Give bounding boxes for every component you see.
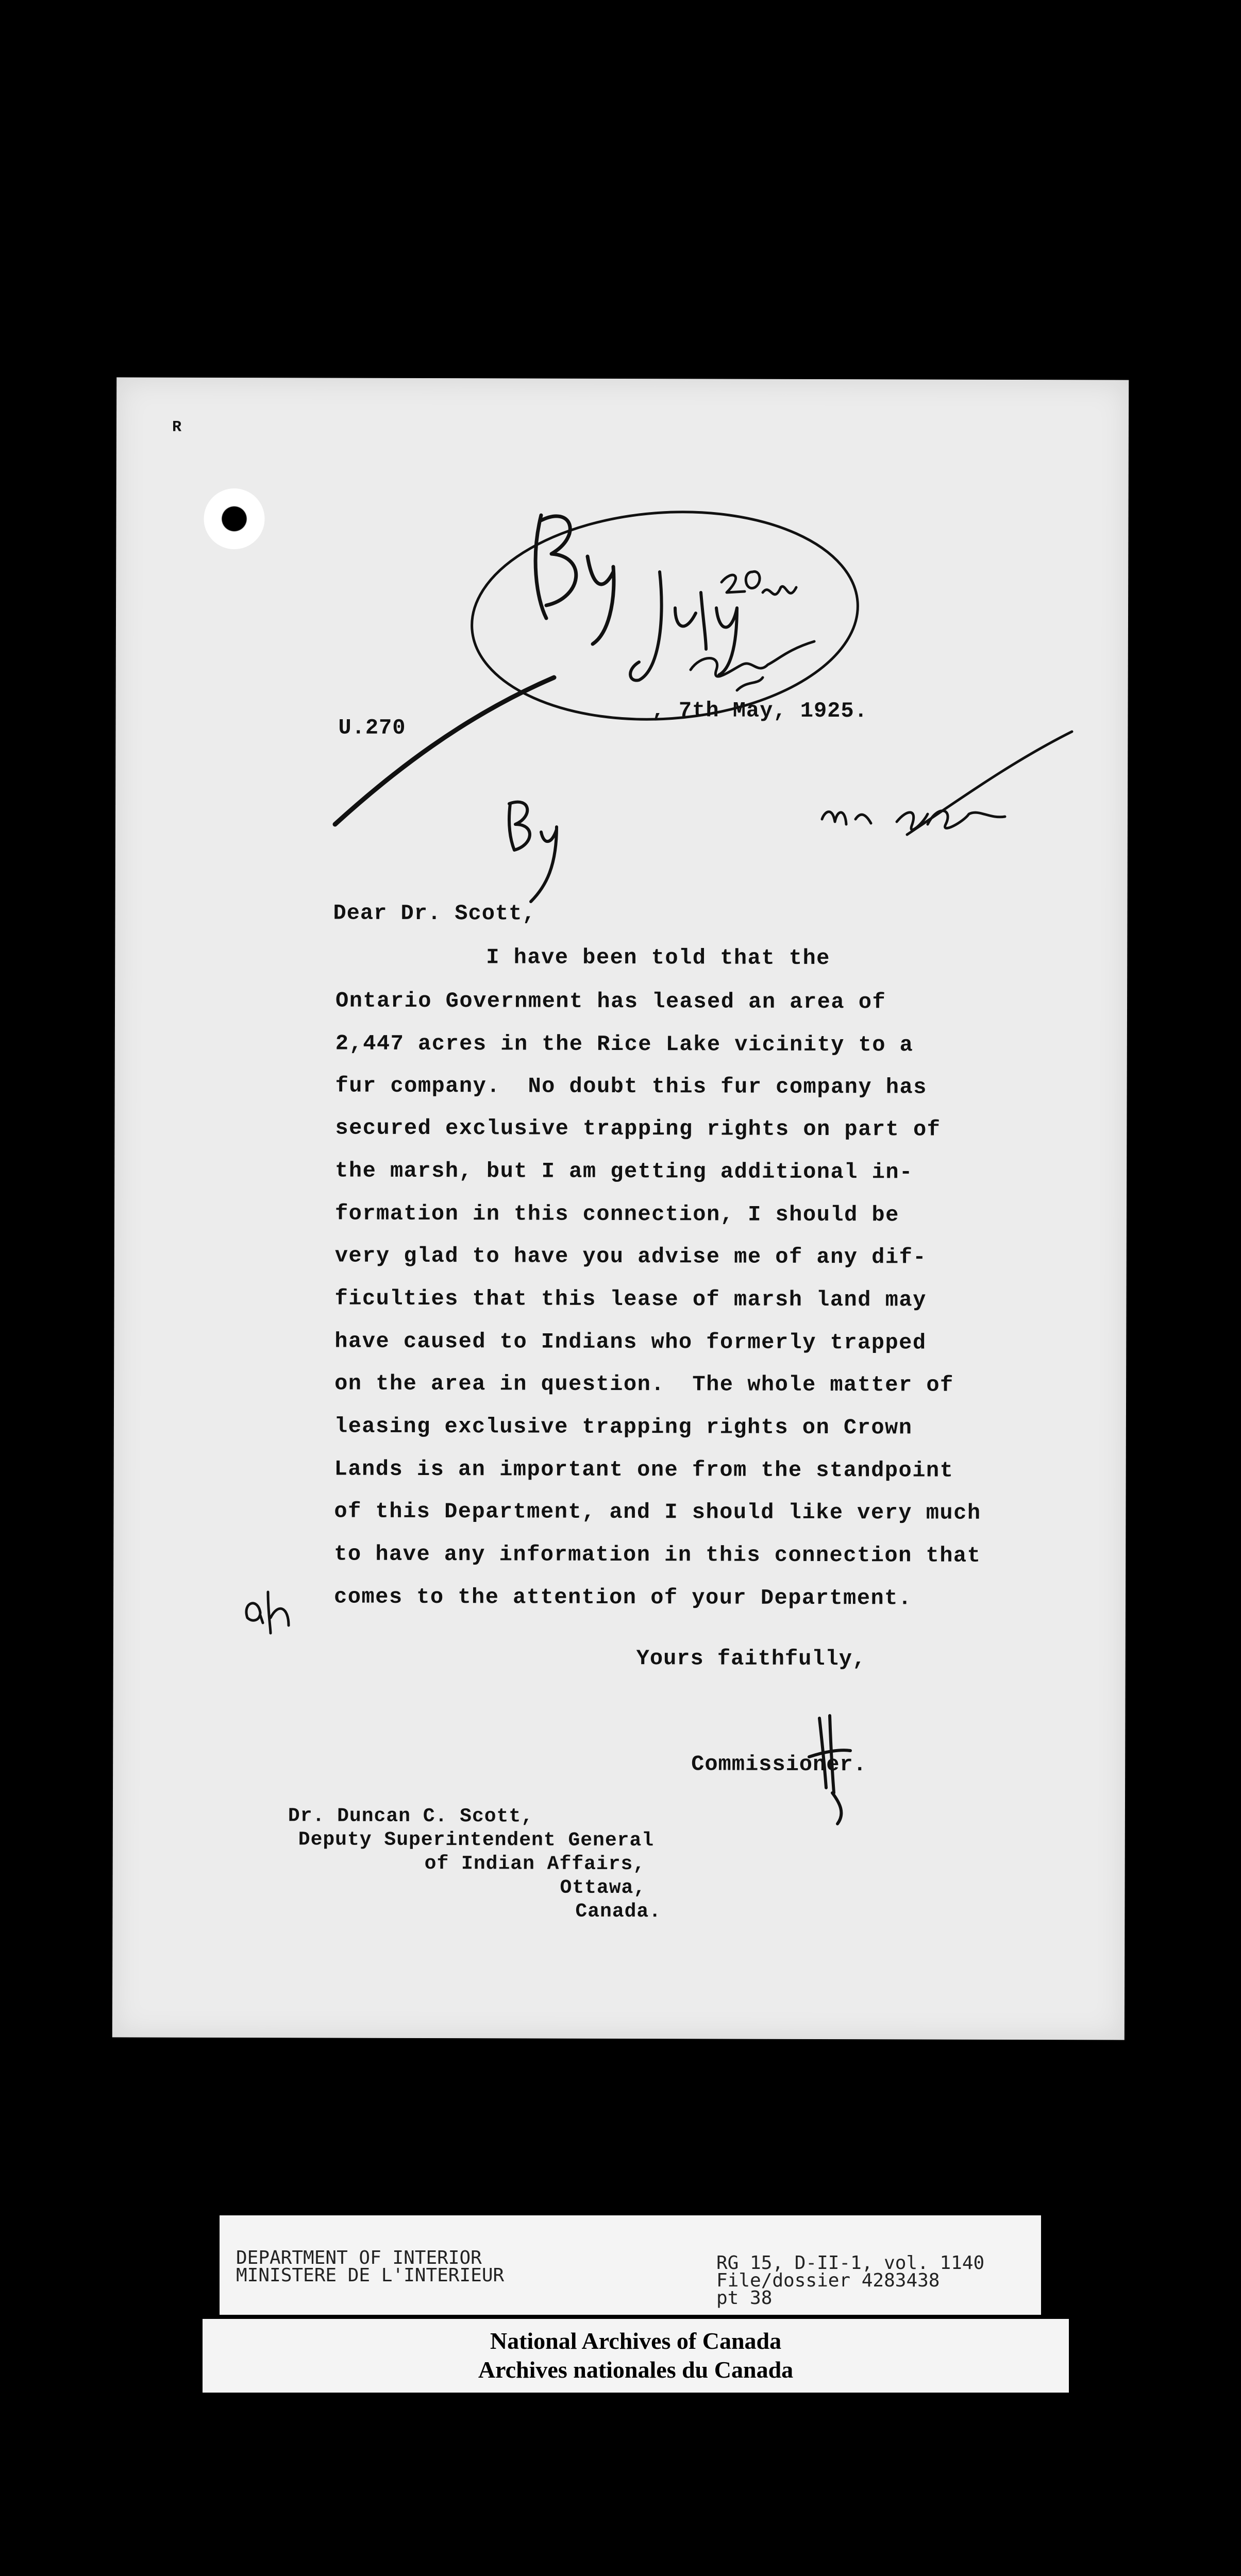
corner-mark: R — [172, 418, 182, 436]
handwritten-july — [630, 572, 737, 681]
body-line: fur company. No doubt this fur company has — [335, 1073, 927, 1100]
body-line: leasing exclusive trapping rights on Crown — [334, 1414, 913, 1440]
address-line: Canada. — [575, 1900, 662, 1923]
handwritten-right-note — [822, 732, 1072, 835]
body-line: Ontario Government has leased an area of — [335, 988, 886, 1015]
body-line: 2,447 acres in the Rice Lake vicinity to a — [335, 1031, 914, 1058]
body-line: I have been told that the — [486, 945, 830, 971]
department-english: DEPARTMENT OF INTERIOR — [236, 2247, 482, 2268]
body-line: to have any information in this connection that — [334, 1541, 981, 1568]
handwritten-signature — [809, 1716, 850, 1824]
address-line: of Indian Affairs, — [424, 1853, 646, 1876]
body-line: comes to the attention of your Department. — [333, 1584, 912, 1611]
handwritten-initial-by — [509, 802, 557, 902]
handwritten-20 — [722, 571, 760, 592]
body-line: secured exclusive trapping rights on part of — [335, 1115, 941, 1142]
address-line: Ottawa, — [560, 1876, 646, 1900]
signature-title: Commissioner. — [691, 1752, 867, 1777]
body-line: the marsh, but I am getting additional in- — [335, 1158, 913, 1185]
body-line: formation in this connection, I should be — [334, 1201, 899, 1228]
letter-date: , 7th May, 1925. — [651, 698, 868, 724]
reference-line-3: pt 38 — [716, 2287, 773, 2309]
handwritten-scribble — [691, 586, 814, 690]
address-line: Dr. Duncan C. Scott, — [288, 1805, 534, 1828]
archive-reference-label — [220, 2215, 1041, 2315]
handwritten-circle — [465, 499, 868, 732]
reference-line-1: RG 15, D-II-1, vol. 1140 — [716, 2252, 985, 2274]
archive-name-english: National Archives of Canada — [490, 2328, 782, 2354]
body-line: of this Department, and I should like very much — [334, 1499, 981, 1526]
body-line: very glad to have you advise me of any dif- — [334, 1243, 927, 1270]
closing: Yours faithfully, — [636, 1646, 866, 1672]
archive-footer — [203, 2319, 1069, 2393]
file-reference: U.270 — [338, 715, 406, 740]
body-line: Lands is an important one from the standpoint — [334, 1456, 954, 1483]
handwritten-margin-note — [246, 1592, 289, 1633]
reference-line-2: File/dossier 4283438 — [716, 2270, 940, 2291]
body-line: ficulties that this lease of marsh land may — [334, 1286, 927, 1313]
salutation: Dear Dr. Scott, — [333, 901, 536, 926]
address-line: Deputy Superintendent General — [298, 1828, 655, 1852]
archive-name-french: Archives nationales du Canada — [478, 2357, 794, 2383]
department-french: MINISTERE DE L'INTERIEUR — [236, 2265, 505, 2286]
handwritten-by — [535, 515, 614, 644]
body-line: on the area in question. The whole matter of — [334, 1371, 954, 1398]
body-line: have caused to Indians who formerly trapped — [334, 1329, 927, 1355]
